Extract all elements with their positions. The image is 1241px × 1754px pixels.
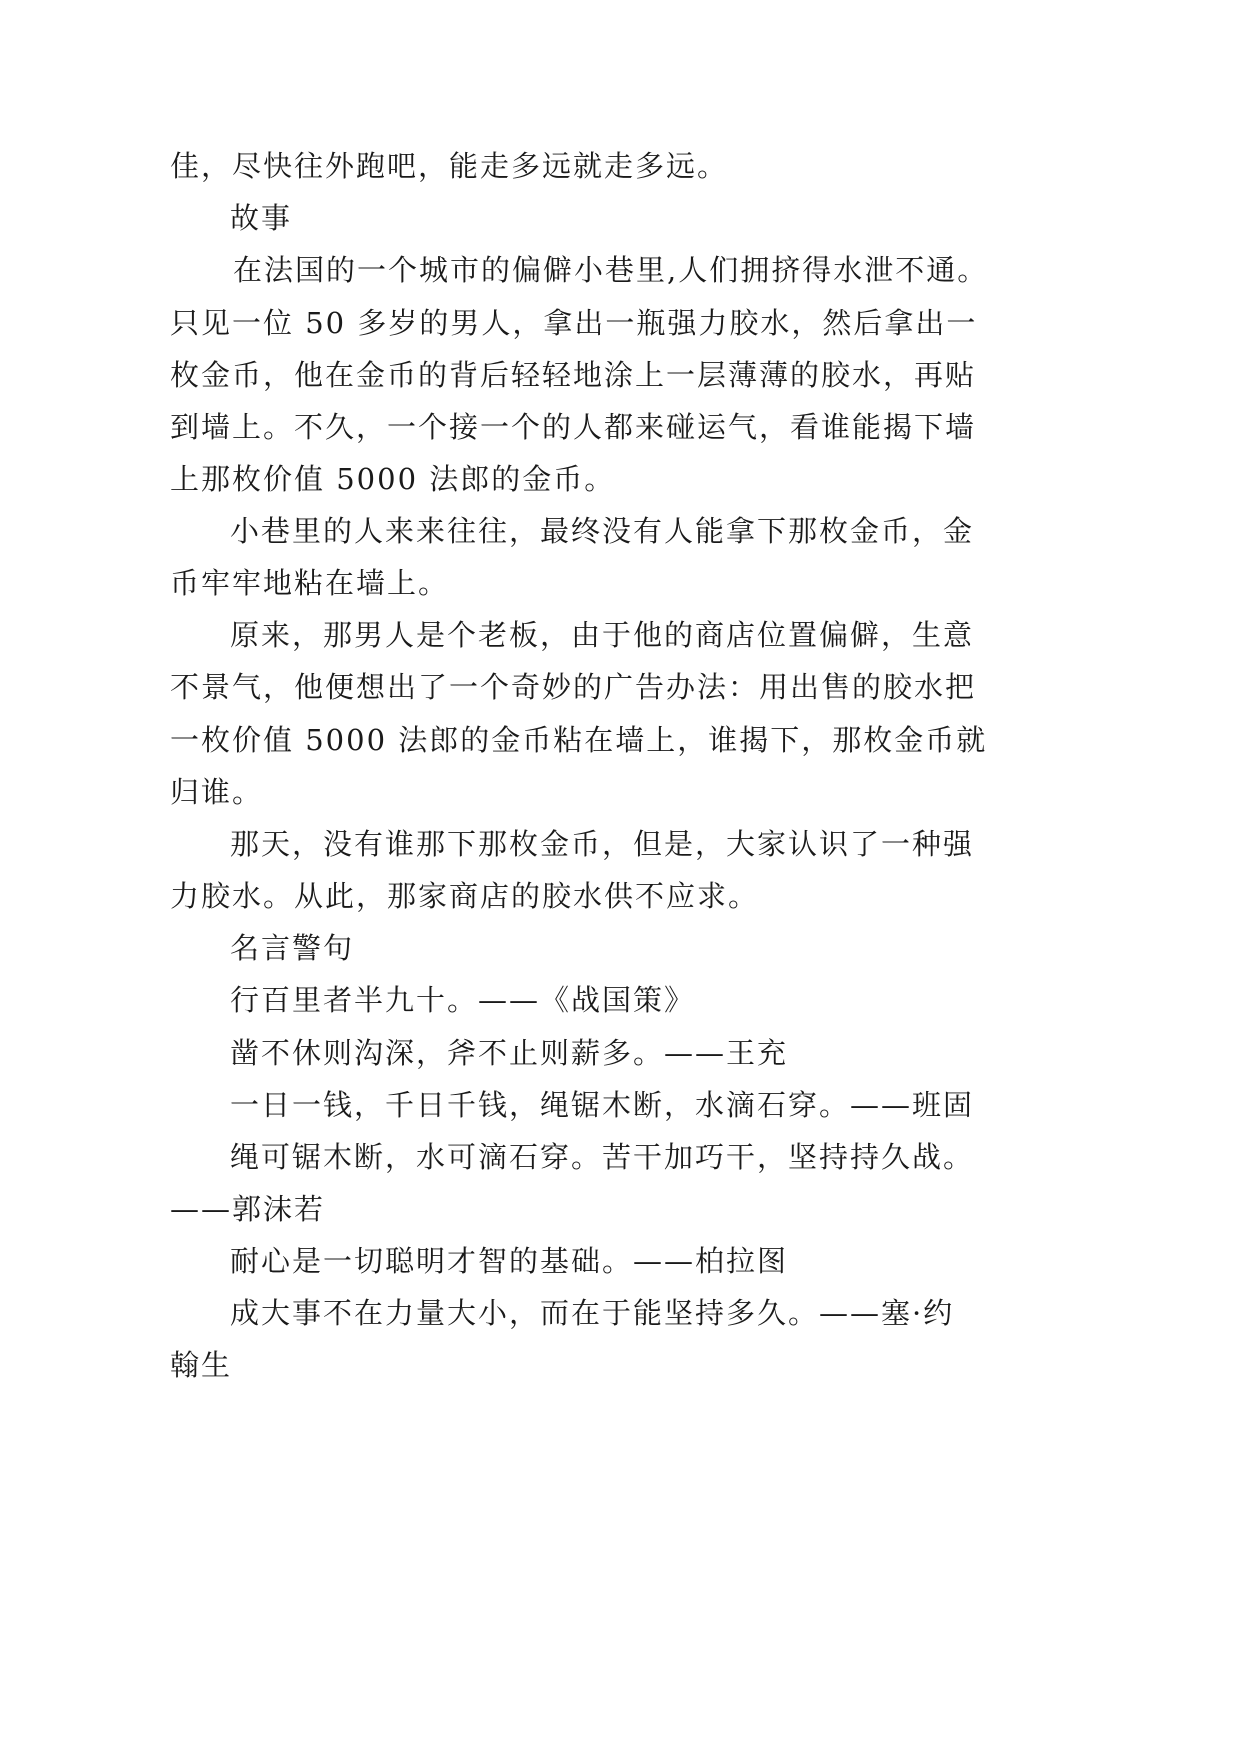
quote-line: 成大事不在力量大小，而在于能坚持多久。——塞·约 — [230, 1296, 955, 1330]
text-line: 币牢牢地粘在墙上。 — [170, 566, 450, 600]
section-heading: 故事 — [230, 201, 293, 235]
text-line: 到墙上。不久，一个接一个的人都来碰运气，看谁能揭下墙 — [170, 410, 977, 444]
text-line: 不景气，他便想出了一个奇妙的广告办法：用出售的胶水把 — [170, 670, 977, 704]
text-line: 枚金币，他在金币的背后轻轻地涂上一层薄薄的胶水，再贴 — [170, 358, 977, 392]
text-line: 佳，尽快往外跑吧，能走多远就走多远。 — [170, 149, 729, 183]
quote-line: 行百里者半九十。——《战国策》 — [230, 983, 696, 1017]
section-heading: 名言警句 — [230, 931, 355, 965]
quote-line: 一日一钱，千日千钱，绳锯木断，水滴石穿。——班固 — [230, 1088, 975, 1122]
text-line: 小巷里的人来来往往，最终没有人能拿下那枚金币，金 — [230, 514, 975, 548]
text-line: 那天，没有谁那下那枚金币，但是，大家认识了一种强 — [230, 827, 975, 861]
text-line: 上那枚价值 5000 法郎的金币。 — [170, 462, 616, 496]
quote-line: ——郭沫若 — [170, 1192, 326, 1226]
quote-line: 翰生 — [170, 1348, 233, 1382]
quote-line: 凿不休则沟深，斧不止则薪多。——王充 — [230, 1036, 789, 1070]
text-line: 一枚价值 5000 法郎的金币粘在墙上，谁揭下，那枚金币就 — [170, 723, 988, 757]
text-line: 力胶水。从此，那家商店的胶水供不应求。 — [170, 879, 760, 913]
quote-line: 绳可锯木断，水可滴石穿。苦干加巧干，坚持持久战。 — [230, 1140, 975, 1174]
text-line: 归谁。 — [170, 775, 264, 809]
quote-line: 耐心是一切聪明才智的基础。——柏拉图 — [230, 1244, 789, 1278]
text-line: 原来，那男人是个老板，由于他的商店位置偏僻，生意 — [230, 618, 975, 652]
text-line: 在法国的一个城市的偏僻小巷里,人们拥挤得水泄不通。 — [233, 253, 989, 287]
text-line: 只见一位 50 多岁的男人，拿出一瓶强力胶水，然后拿出一 — [170, 306, 978, 340]
